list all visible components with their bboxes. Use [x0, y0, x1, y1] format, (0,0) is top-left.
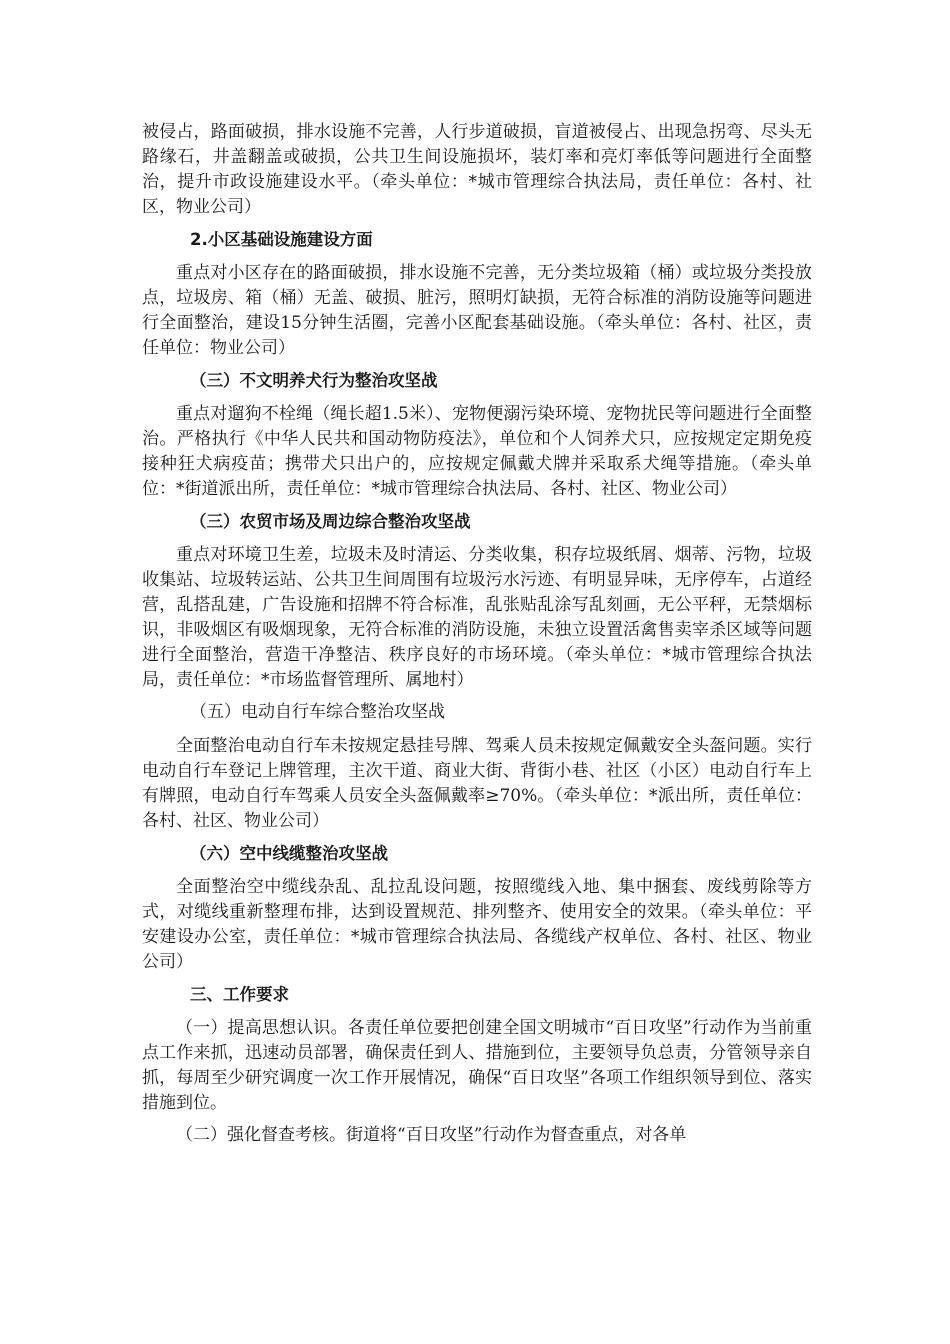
heading-overhead-cables: （六）空中线缆整治攻坚战 — [190, 844, 388, 863]
paragraph-raise-awareness: （一）提高思想认识。各责任单位要把创建全国文明城市“百日攻坚”行动作为当前重点工作来抓，迅速动员部署，确保责任到人、措施到位，主要领导负总责，分管领导亲自抓，每周至少研究调度一次工作开展情况，确保“百日攻坚”各项工作组织领导到位、落实措施到位。 — [142, 1018, 812, 1113]
paragraph-electric-bicycle: 全面整治电动自行车未按规定悬挂号牌、驾乘人员未按规定佩戴安全头盔问题。实行电动自行车登记上牌管理，主次干道、商业大街、背街小巷、社区（小区）电动自行车上有牌照，电动自行车驾乘人员安全头盔佩戴率≥70%。（牵头单位：*派出所，责任单位：各村、社区、物业公司） — [142, 736, 812, 831]
paragraph-farmers-market: 重点对环境卫生差，垃圾未及时清运、分类收集，积存垃圾纸屑、烟蒂、污物，垃圾收集站、垃圾转运站、公共卫生间周围有垃圾污水污迹、有明显异味，无序停车，占道经营，乱搭乱建，广告设施和招牌不符合标准，乱张贴乱涂写乱刻画，无公平秤，无禁烟标识，非吸烟区有吸烟现象，无符合标准的消防设施，未独立设置活禽售卖宰杀区域等问题进行全面整治，营造干净整洁、秩序良好的市场环境。（牵头单位：*城市管理综合执法局，责任单位：*市场监督管理所、属地村） — [142, 545, 812, 690]
paragraph-municipal-facilities: 被侵占，路面破损，排水设施不完善，人行步道破损，盲道被侵占、出现急拐弯、尽头无路缘石，井盖翻盖或破损，公共卫生间设施损坏，装灯率和亮灯率低等问题进行全面整治，提升市政设施建设水平。（牵头单位：*城市管理综合执法局，责任单位：各村、社区，物业公司） — [142, 122, 812, 217]
heading-electric-bicycle: （五）电动自行车综合整治攻坚战 — [190, 702, 445, 722]
heading-dog-behavior: （三）不文明养犬行为整治攻坚战 — [190, 371, 438, 390]
heading-farmers-market: （三）农贸市场及周边综合整治攻坚战 — [190, 512, 471, 531]
paragraph-overhead-cables: 全面整治空中缆线杂乱、乱拉乱设问题，按照缆线入地、集中捆套、废线剪除等方式，对缆线重新整理布排，达到设置规范、排列整齐、使用安全的效果。（牵头单位：平安建设办公室，责任单位：*城市管理综合执法局、各缆线产权单位、各村、社区、物业公司） — [142, 877, 812, 972]
paragraph-dog-behavior: 重点对遛狗不栓绳（绳长超1.5米）、宠物便溺污染环境、宠物扰民等问题进行全面整治。严格执行《中华人民共和国动物防疫法》，单位和个人饲养犬只，应按规定定期免疫接种狂犬病疫苗；携带犬只出户的，应按规定佩戴犬牌并采取系犬绳等措施。（牵头单位：*街道派出所，责任单位：*城市管理综合执法局、各村、社区、物业公司） — [142, 404, 812, 499]
paragraph-community-infrastructure: 重点对小区存在的路面破损，排水设施不完善，无分类垃圾箱（桶）或垃圾分类投放点，垃圾房、箱（桶）无盖、破损、脏污，照明灯缺损，无符合标准的消防设施等问题进行全面整治，建设15分钟生活圈，完善小区配套基础设施。（牵头单位：各村、社区，责任单位：物业公司） — [142, 263, 812, 358]
heading-community-infrastructure: 2.小区基础设施建设方面 — [190, 230, 373, 249]
document-body — [142, 120, 812, 1155]
heading-work-requirements: 三、工作要求 — [190, 985, 289, 1004]
paragraph-strengthen-supervision: （二）强化督查考核。街道将“百日攻坚”行动作为督查重点，对各单 — [176, 1125, 687, 1145]
